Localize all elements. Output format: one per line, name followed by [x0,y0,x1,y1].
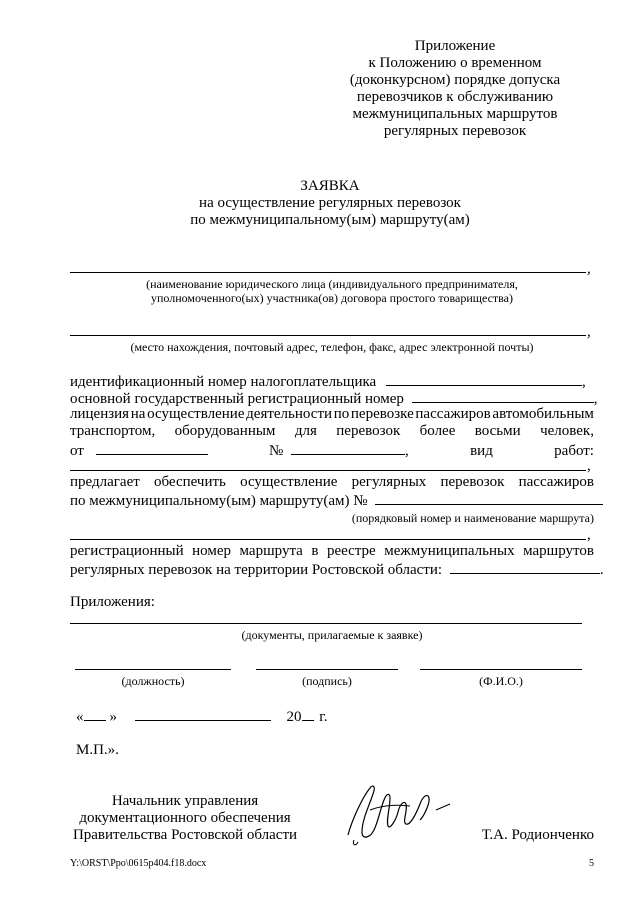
appendix-line: перевозчиков к обслуживанию [356,89,554,105]
position-caption: (должность) [121,674,185,688]
number-group [269,441,409,460]
word: в [311,543,319,559]
appendix-line: регулярных перевозок [383,123,527,139]
license-date-field [96,441,208,455]
word: реестре [326,543,376,559]
word: регистрационный [70,543,184,559]
signature-caption: (подпись) [302,674,352,688]
number-label: № [268,443,284,459]
attachments-hint: (документы, прилагаемые к заявке) [241,628,423,642]
comma: , [587,527,591,543]
word: маршрутов [523,543,594,559]
word: транспортом, [70,423,156,439]
signature-field [256,669,398,670]
word: автомобильным [492,406,594,422]
ogrn-field [412,389,594,403]
transport-line [70,423,594,440]
works-label: работ: [554,443,594,459]
word: маршрута [239,543,303,559]
hint-line: (наименование юридического лица (индивидуального предпринимателя, [146,277,518,291]
address-line [70,335,586,336]
word: перевозок [336,423,401,439]
open-quote: « [76,709,84,725]
comma: , [587,458,591,474]
title-line-1: на осуществление регулярных перевозок [199,195,461,211]
word: человек, [540,423,594,439]
fio-caption: (Ф.И.О.) [479,674,523,688]
comma: , [581,374,586,390]
fio-field [420,669,582,670]
word: номер [192,543,232,559]
appendix-line: к Положению о временном [368,55,542,71]
period: . [599,562,604,578]
word: на [130,406,146,422]
word: деятельности [246,406,333,422]
official-line: Правительства Ростовской области [72,827,298,843]
address-hint: (место нахождения, почтовый адрес, телефон, факс, адрес электронной почты) [130,340,534,354]
word: по [333,406,350,422]
official-line: Начальник управления [111,793,259,809]
appendix-line: межмуниципальных маршрутов [352,106,558,122]
official-name: Т.А. Родионченко [481,827,594,843]
applicant-name-hint [70,277,594,305]
close-quote: » [109,709,117,725]
word: осуществление [147,406,245,422]
attachments-field [70,623,582,624]
inn-field [386,372,582,386]
official-line: документационного обеспечения [79,810,291,826]
file-path: Y:\ORST\Ppo\0615p404.f18.docx [70,858,207,869]
route-field [375,491,603,505]
position-field [75,669,231,670]
handwritten-signature [340,780,465,850]
registration-number-field [450,560,600,574]
page-number: 5 [589,858,594,869]
word: лицензия [70,406,130,422]
word: пассажиров [518,474,594,490]
year-prefix: 20 [286,709,302,725]
attachments-label: Приложения: [70,594,155,610]
official-title [70,793,300,844]
route-label: по межмуниципальному(ым) маршруту(ам) № [70,493,368,509]
date-row [76,707,327,726]
works-field [70,470,586,471]
license-details-row [70,441,594,460]
route-extra-field [70,539,586,540]
word: осуществление [240,474,338,490]
document-title [130,178,530,229]
from-label: от [70,443,84,459]
comma: , [405,443,409,459]
stamp-place: М.П.». [76,742,119,758]
hint-line: уполномоченного(ых) участника(ов) договора простого товарищества) [150,291,514,305]
month-field [135,707,271,721]
ogrn-label: основной государственный регистрационный номер [70,391,404,407]
year-field [302,707,314,721]
word: перевозок [440,474,505,490]
license-line [70,406,594,423]
kind-label: вид [470,443,493,459]
day-field [84,707,106,721]
from-group [70,441,208,460]
word: для [294,423,317,439]
comma: , [587,324,591,340]
year-suffix: г. [319,709,328,725]
appendix-line: Приложение [414,38,496,54]
word: предлагает [70,474,140,490]
title-heading: ЗАЯВКА [300,178,360,194]
route-row [70,491,594,510]
word: обеспечить [153,474,226,490]
title-line-2: по межмуниципальному(ым) маршруту(ам) [190,212,470,228]
comma: , [593,391,598,407]
route-hint: (порядковый номер и наименование маршрута) [351,511,594,525]
appendix-line: (доконкурсном) порядке допуска [349,72,561,88]
word: пассажиров [415,406,491,422]
registration-line [70,543,594,560]
word: более [419,423,456,439]
comma: , [587,261,591,277]
license-number-field [291,441,405,455]
word: восьми [474,423,521,439]
registration-label: регулярных перевозок на территории Ростовской области: [70,562,443,578]
appendix-block [330,38,580,140]
registration-row-2 [70,560,604,579]
applicant-name-line [70,272,586,273]
word: межмуниципальных [384,543,515,559]
word: регулярных [351,474,427,490]
word: перевозке [350,406,414,422]
inn-label: идентификационный номер налогоплательщика [70,374,377,390]
word: оборудованным [174,423,276,439]
proposes-line [70,474,594,491]
